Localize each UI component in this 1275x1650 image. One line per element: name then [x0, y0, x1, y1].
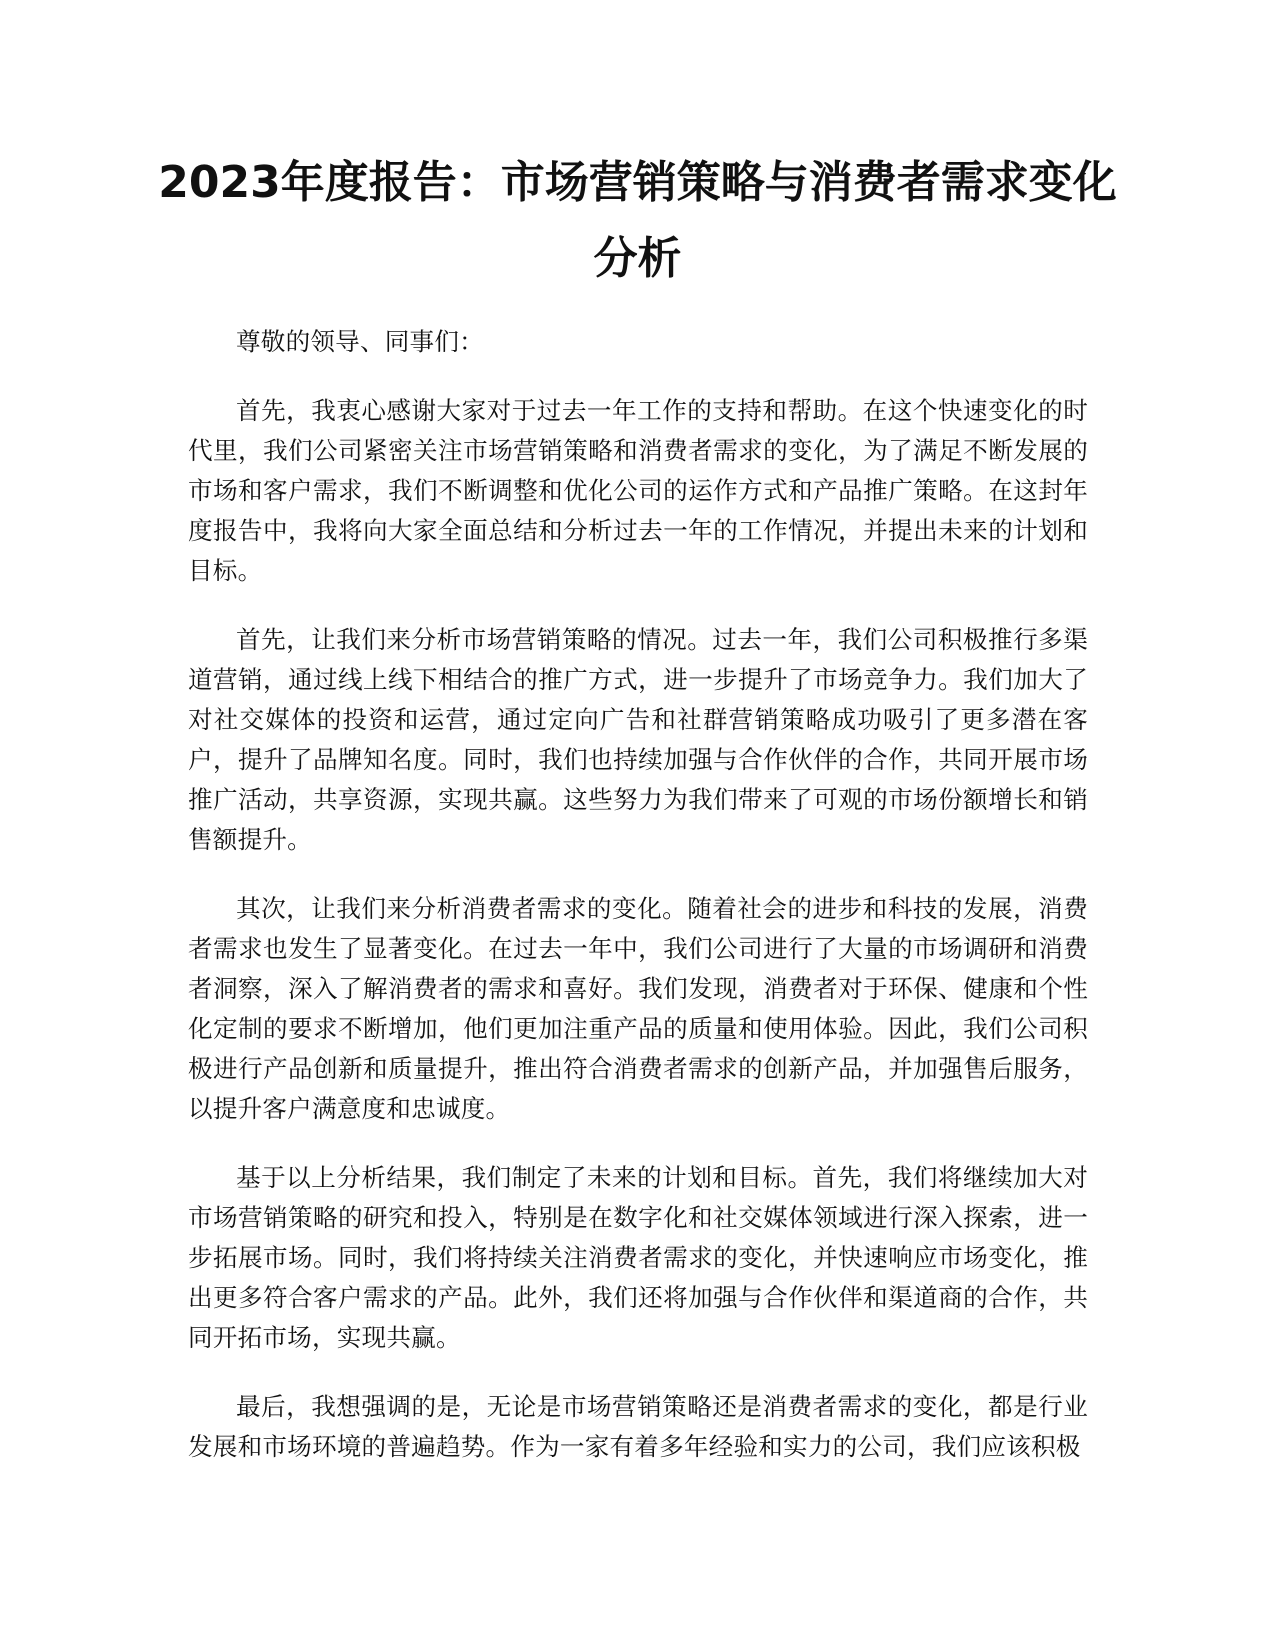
- paragraph-3: 其次，让我们来分析消费者需求的变化。随着社会的进步和科技的发展，消费者需求也发生了显著变化。在过去一年中，我们公司进行了大量的市场调研和消费者洞察，深入了解消费者的需求和喜好。我们发现，消费者对于环保、健康和个性化定制的要求不断增加，他们更加注重产品的质量和使用体验。因此，我们公司积极进行产品创新和质量提升，推出符合消费者需求的创新产品，并加强售后服务，以提升客户满意度和忠诚度。: [188, 894, 1088, 1123]
- paragraph-5: 最后，我想强调的是，无论是市场营销策略还是消费者需求的变化，都是行业发展和市场环境的普遍趋势。作为一家有着多年经验和实力的公司，我们应该积极: [188, 1392, 1088, 1461]
- document-body: [188, 322, 1088, 1496]
- salutation: 尊敬的领导、同事们：: [236, 327, 484, 356]
- paragraph-2: 首先，让我们来分析市场营销策略的情况。过去一年，我们公司积极推行多渠道营销，通过线上线下相结合的推广方式，进一步提升了市场竞争力。我们加大了对社交媒体的投资和运营，通过定向广告和社群营销策略成功吸引了更多潜在客户，提升了品牌知名度。同时，我们也持续加强与合作伙伴的合作，共同开展市场推广活动，共享资源，实现共赢。这些努力为我们带来了可观的市场份额增长和销售额提升。: [188, 625, 1088, 854]
- paragraph-4: 基于以上分析结果，我们制定了未来的计划和目标。首先，我们将继续加大对市场营销策略的研究和投入，特别是在数字化和社交媒体领域进行深入探索，进一步拓展市场。同时，我们将持续关注消费者需求的变化，并快速响应市场变化，推出更多符合客户需求的产品。此外，我们还将加强与合作伙伴和渠道商的合作，共同开拓市场，实现共赢。: [188, 1163, 1088, 1352]
- document-title: 2023年度报告：市场营销策略与消费者需求变化分析: [158, 157, 1117, 284]
- paragraph-1: 首先，我衷心感谢大家对于过去一年工作的支持和帮助。在这个快速变化的时代里，我们公司紧密关注市场营销策略和消费者需求的变化，为了满足不断发展的市场和客户需求，我们不断调整和优化公司的运作方式和产品推广策略。在这封年度报告中，我将向大家全面总结和分析过去一年的工作情况，并提出未来的计划和目标。: [188, 396, 1088, 585]
